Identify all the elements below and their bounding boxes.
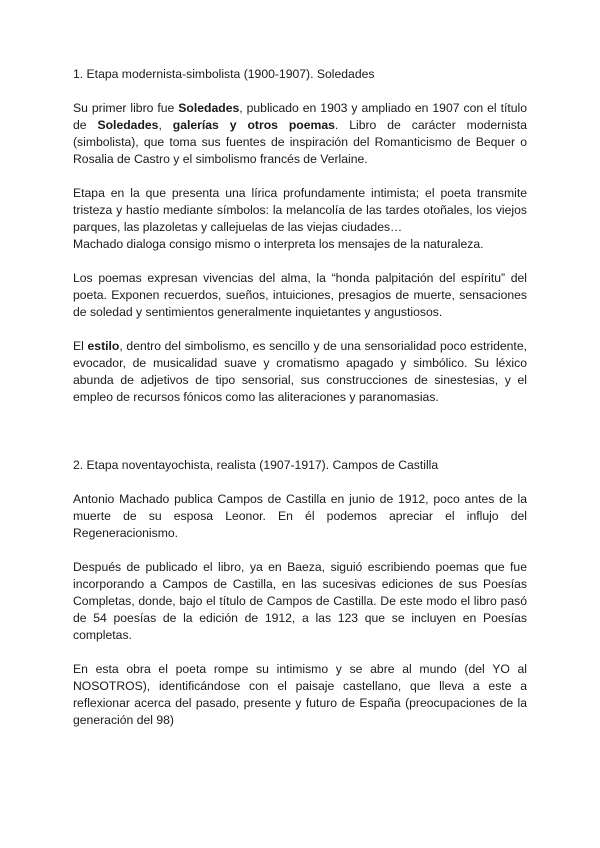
book-title-bold: Soledades: [178, 101, 240, 115]
section2-paragraph-1: Antonio Machado publica Campos de Castilla en junio de 1912, poco antes de la muerte de su esposa Leonor. En él podemos apreciar el influjo del Regeneracionismo.: [73, 492, 527, 540]
keyword-bold: estilo: [87, 339, 120, 353]
section2-paragraph-3: En esta obra el poeta rompe su intimismo y se abre al mundo (del YO al NOSOTROS), identificándose con el paisaje castellano, que lleva a este a reflexionar acerca del pasado, presente y futuro de España (preocupaciones de la generación del 98): [73, 662, 527, 727]
text-run: Su primer libro fue: [73, 101, 179, 115]
text-run: , publicado en 1903 y ampliado en 1907 con el título de: [73, 101, 527, 132]
section1-paragraph-4: [73, 338, 527, 406]
section2-heading: 2. Etapa noventayochista, realista (1907-1917). Campos de Castilla: [73, 458, 439, 472]
text-run: ,: [158, 118, 173, 132]
text-run: , dentro del simbolismo, es sencillo y de una sensorialidad poco estridente, evocador, de musicalidad suave y cromatismo apagado y simbólico. Su léxico abunda de adjetivos de tipo sensorial, sus construcciones de sinestesias, y el empleo de recursos fónicos como las aliteraciones y paranomasias.: [73, 339, 527, 404]
text-line: Machado dialoga consigo mismo o interpreta los mensajes de la naturaleza.: [73, 237, 484, 251]
section1-paragraph-2: [73, 185, 527, 253]
section-spacer: [73, 423, 527, 457]
section1-paragraph-1: [73, 100, 527, 168]
text-run: El: [73, 339, 88, 353]
section1-heading: 1. Etapa modernista-simbolista (1900-1907). Soledades: [73, 67, 375, 81]
section1-paragraph-3: Los poemas expresan vivencias del alma, la “honda palpitación del espíritu” del poeta. Exponen recuerdos, sueños, intuiciones, presagios de muerte, sensaciones de soledad y sentimientos generalmente inquietantes y angustiosos.: [73, 271, 527, 319]
text-run: Etapa en la que presenta una lírica profundamente intimista; el poeta transmite tristeza y hastío mediante símbolos: la melancolía de las tardes otoñales, los viejos parques, las plazoletas y callejuelas de las viejas ciudades…: [73, 186, 527, 234]
document-page: [73, 66, 527, 746]
book-title-bold: galerías y otros poemas: [172, 118, 335, 132]
book-title-bold: Soledades: [97, 118, 159, 132]
text-run: . Libro de carácter modernista (simbolista), que toma sus fuentes de inspiración del Romanticismo de Bequer o Rosalia de Castro y el simbolismo francés de Verlaine.: [73, 118, 527, 166]
section2-paragraph-2: Después de publicado el libro, ya en Baeza, siguió escribiendo poemas que fue incorporando a Campos de Castilla, en las sucesivas ediciones de sus Poesías Completas, donde, bajo el título de Campos de Castilla. De este modo el libro pasó de 54 poesías de la edición de 1912, a las 123 que se incluyen en Poesías completas.: [73, 560, 527, 642]
